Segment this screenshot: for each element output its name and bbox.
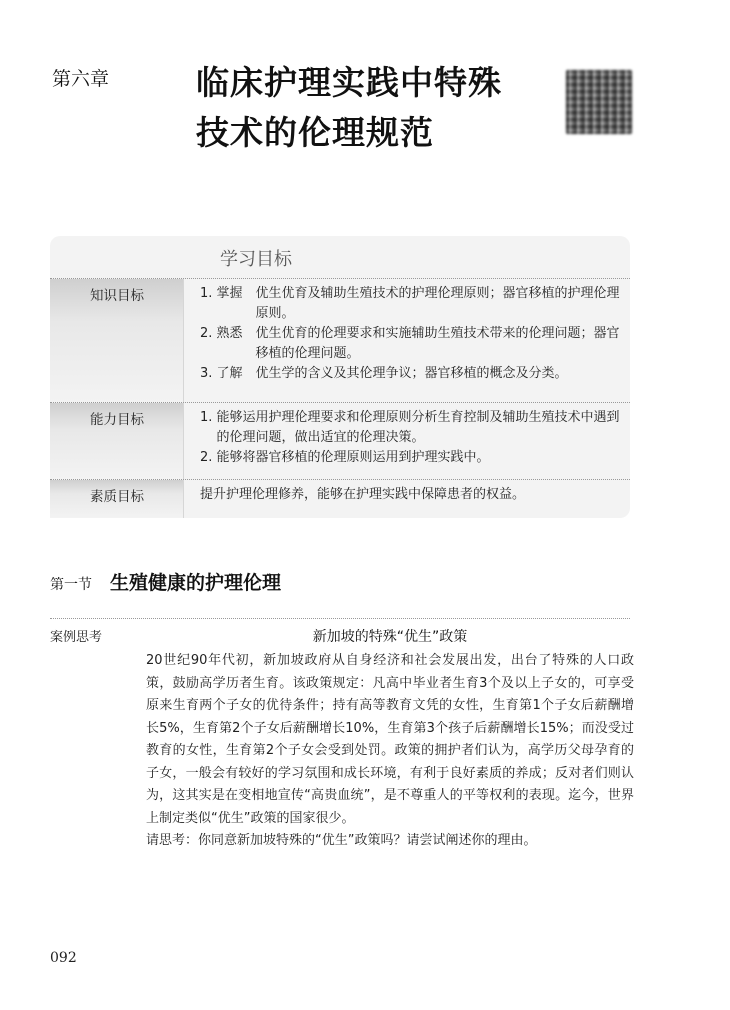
case-body bbox=[146, 650, 634, 853]
objective-label-knowledge: 知识目标 bbox=[90, 288, 144, 304]
ability-item bbox=[200, 408, 620, 448]
objectives-header-title: 学习目标 bbox=[220, 249, 292, 270]
objective-label-quality: 素质目标 bbox=[90, 489, 144, 505]
item-text: 优生学的含义及其伦理争议；器官移植的概念及分类。 bbox=[255, 366, 568, 381]
objective-content-quality: 提升护理伦理修养，能够在护理实践中保障患者的权益。 bbox=[200, 487, 526, 502]
page-number: 092 bbox=[50, 950, 77, 966]
case-paragraph: 20世纪90年代初，新加坡政府从自身经济和社会发展出发，出台了特殊的人口政策，鼓励高学历者生育。该政策规定：凡高中毕业者生育3个及以上子女的，可享受原来生育两个子女的优待条件；持有高等教育文凭的女性，生育第1个子女后薪酬增长5%，生育第2个子女后薪酬增长10%，生育第3个孩子后薪酬增长15%；而没受过教育的女性，生育第2个子女会受到处罚。政策的拥护者们认为，高学历父母孕育的子女，一般会有较好的学习氛围和成长环境，有利于良好素质的养成；反对者们则认为，这其实是在变相地宣传“高贵血统”，是不尊重人的平等权利的表现。迄今，世界上制定类似“优生”政策的国家很少。 bbox=[146, 653, 634, 826]
objective-label-ability: 能力目标 bbox=[90, 412, 144, 428]
objective-tag-knowledge bbox=[50, 279, 184, 402]
objective-row-quality bbox=[50, 480, 630, 518]
item-number: 3. 了解 bbox=[200, 366, 256, 381]
chapter-title bbox=[196, 58, 502, 158]
qr-code-icon[interactable] bbox=[566, 70, 632, 134]
objective-row-knowledge bbox=[50, 279, 630, 402]
chapter-title-line-1: 临床护理实践中特殊 bbox=[196, 63, 502, 102]
section-rule bbox=[50, 618, 630, 619]
item-text: 能够运用护理伦理要求和伦理原则分析生育控制及辅助生殖技术中遇到的伦理问题，做出适宜的伦理决策。 bbox=[216, 410, 620, 445]
knowledge-item bbox=[200, 364, 620, 384]
objectives-header bbox=[50, 236, 630, 279]
item-number: 2. 熟悉 bbox=[200, 326, 256, 341]
item-text: 优生优育的伦理要求和实施辅助生殖技术带来的伦理问题；器官移植的伦理问题。 bbox=[255, 326, 620, 361]
objective-tag-ability bbox=[50, 403, 184, 479]
objective-content-ability bbox=[200, 408, 620, 468]
knowledge-item bbox=[200, 284, 620, 324]
section-title: 生殖健康的护理伦理 bbox=[110, 572, 282, 594]
objective-row-ability bbox=[50, 403, 630, 479]
learning-objectives-box bbox=[50, 236, 630, 518]
item-text: 能够将器官移植的伦理原则运用到护理实践中。 bbox=[216, 450, 490, 465]
item-number: 1. bbox=[200, 410, 217, 425]
item-number: 2. bbox=[200, 450, 217, 465]
item-text: 优生优育及辅助生殖技术的护理伦理原则；器官移植的护理伦理原则。 bbox=[255, 286, 620, 321]
case-question: 请思考：你同意新加坡特殊的“优生”政策吗？请尝试阐述你的理由。 bbox=[146, 833, 537, 848]
chapter-label: 第六章 bbox=[52, 68, 110, 90]
section-number: 第一节 bbox=[50, 577, 92, 593]
case-label: 案例思考 bbox=[50, 630, 103, 645]
ability-item bbox=[200, 448, 620, 468]
item-number: 1. 掌握 bbox=[200, 286, 256, 301]
objective-tag-quality bbox=[50, 480, 184, 518]
knowledge-item bbox=[200, 324, 620, 364]
objective-content-knowledge bbox=[200, 284, 620, 384]
case-title: 新加坡的特殊“优生”政策 bbox=[312, 629, 468, 645]
chapter-title-line-2: 技术的伦理规范 bbox=[196, 113, 434, 152]
